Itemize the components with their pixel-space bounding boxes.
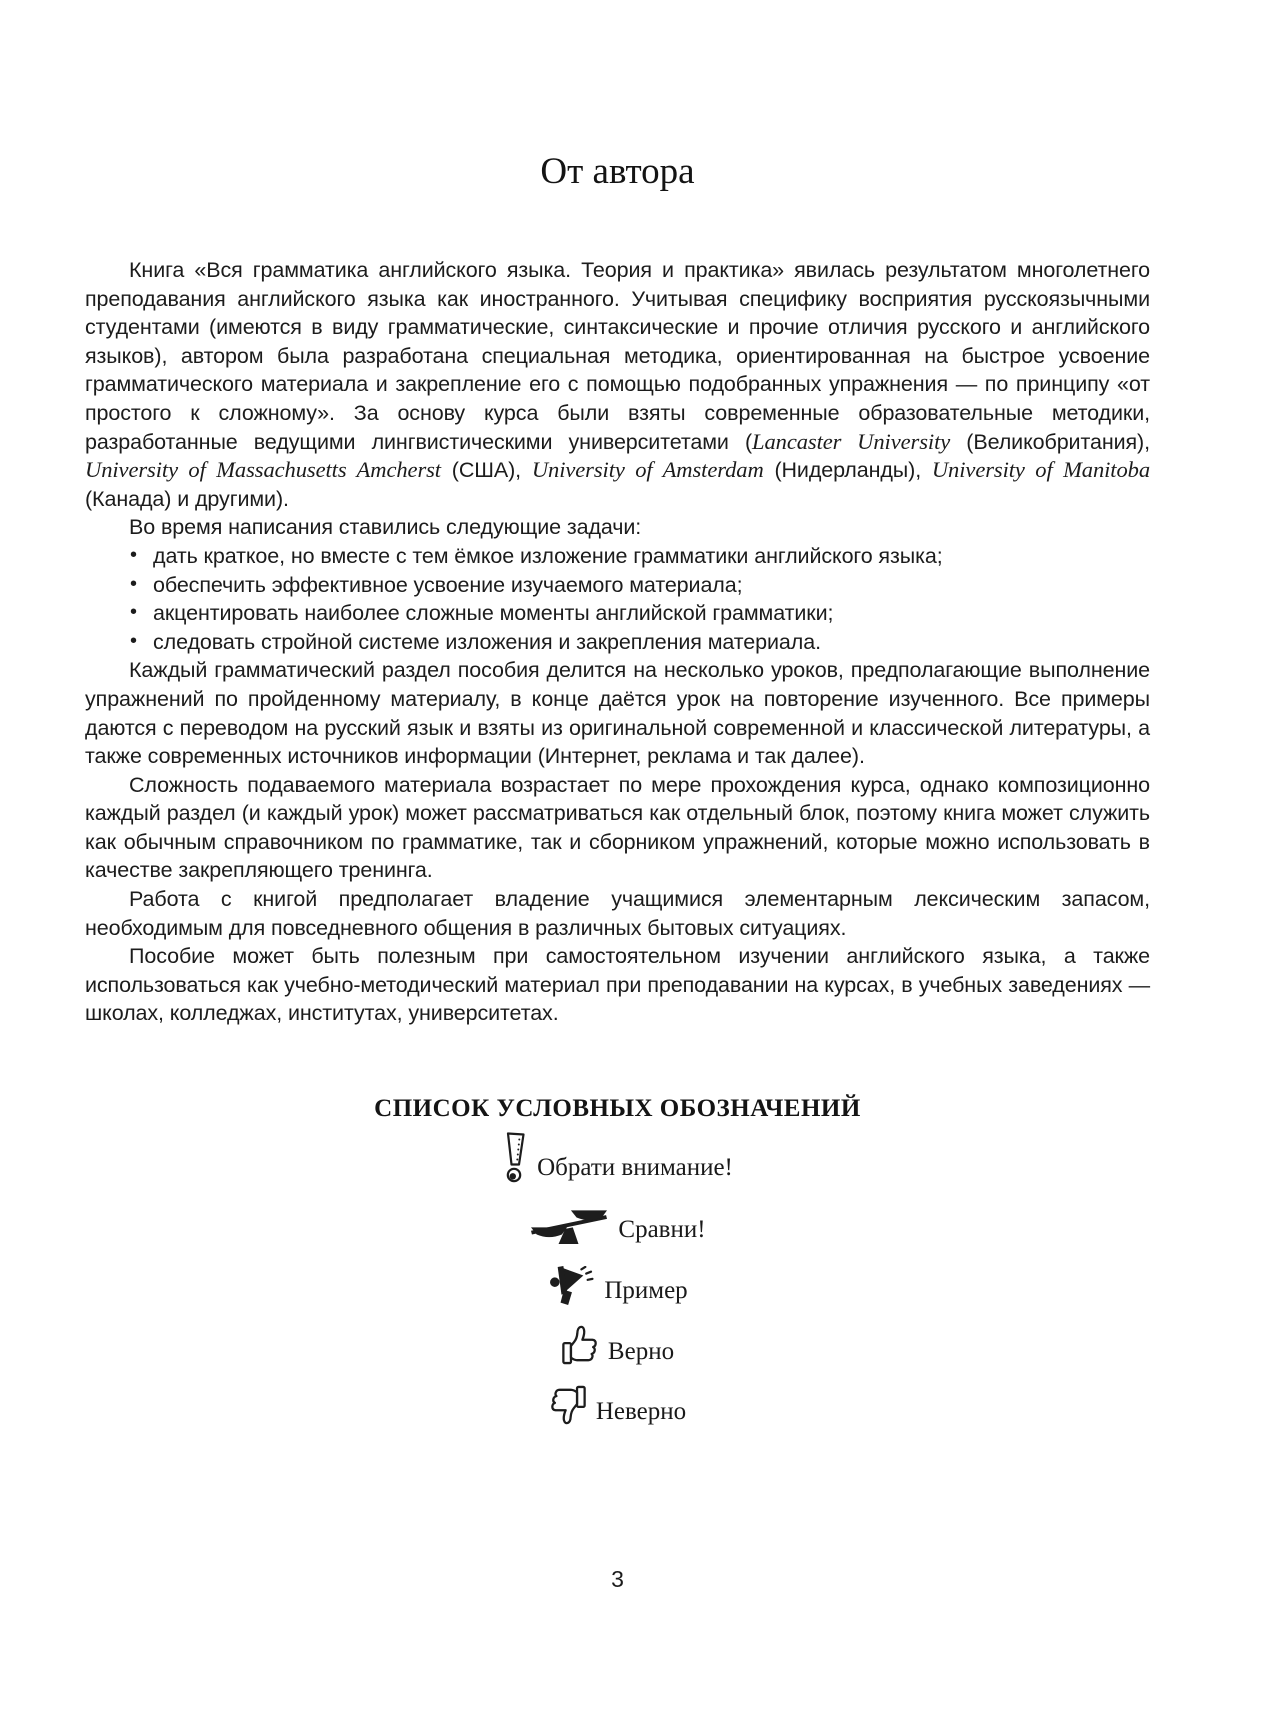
text-segment: (США), [440, 458, 532, 483]
legend-row-wrong [85, 1383, 1150, 1427]
university-name-italic: University of Massachusetts Amcherst [85, 457, 441, 483]
exclamation-icon [502, 1131, 528, 1183]
author-intro [85, 256, 1150, 1028]
legend-label: Пример [604, 1276, 688, 1304]
paragraph-usage: Пособие может быть полезным при самостоятельном изучении английского языка, а также использоваться как учебно-методический материал при преподавании на курсах, в учебных заведениях — школах, колледжах, институтах, университетах. [85, 944, 1150, 1026]
megaphone-icon [547, 1266, 595, 1306]
university-name-italic: University of Amsterdam [531, 457, 764, 483]
bullet-item: • следовать стройной системе изложения и закрепления материала. [130, 628, 1150, 657]
paragraph-tasks-lead: Во время написания ставились следующие задачи: [129, 515, 642, 540]
text-segment: (Нидерланды), [763, 458, 932, 483]
page-title: От автора [540, 151, 695, 192]
bullet-item: • обеспечить эффективное усвоение изучаемого материала; [130, 571, 1150, 600]
tasks-bullet-list [85, 542, 1150, 656]
paragraph-overview [85, 256, 1150, 513]
legend-label: Обрати внимание! [537, 1153, 733, 1181]
bullet-item: • акцентировать наиболее сложные моменты английской грамматики; [130, 599, 1150, 628]
text-segment: (Канада) и другими). [85, 486, 289, 511]
thumbs-down-icon [549, 1383, 587, 1427]
symbols-legend [85, 1093, 1150, 1427]
legend-heading: СПИСОК УСЛОВНЫХ ОБОЗНАЧЕНИЙ [374, 1095, 861, 1122]
thumbs-up-icon [561, 1323, 599, 1367]
legend-row-compare [85, 1207, 1150, 1245]
paragraph-structure: Каждый грамматический раздел пособия делится на несколько уроков, предполагающие выполнение упражнений по пройденному материалу, в конце даётся урок на повторение изученного. Все примеры даются с переводом на русский язык и взяты из оригинальной современной и классической литературы, а также современных источников информации (Интернет, реклама и так далее). [85, 658, 1150, 769]
scales-icon [529, 1207, 609, 1245]
legend-row-correct [85, 1323, 1150, 1367]
legend-label: Неверно [595, 1397, 687, 1425]
bullet-item: • дать краткое, но вместе с тем ёмкое изложение грамматики английского языка; [130, 542, 1150, 571]
legend-label: Сравни! [618, 1215, 706, 1243]
legend-row-example [85, 1266, 1150, 1306]
legend-label: Верно [607, 1337, 675, 1365]
page-content [85, 0, 1150, 1028]
university-name-italic: Lancaster University [752, 428, 951, 454]
text-segment: (Великобритания), [950, 429, 1150, 454]
paragraph-difficulty: Сложность подаваемого материала возрастает по мере прохождения курса, однако композиционно каждый раздел (и каждый урок) может рассматриваться как отдельный блок, поэтому книга может служить как обычным справочником по грамматике, так и сборником упражнений, которые можно использовать в качестве закрепляющего тренинга. [85, 772, 1150, 883]
paragraph-vocabulary: Работа с книгой предполагает владение учащимися элементарным лексическим запасом, необходимым для повседневного общения в различных бытовых ситуациях. [85, 887, 1150, 940]
text-segment: Книга «Вся грамматика английского языка. Теория и практика» явилась результатом многолетнего преподавания английского языка как иностранного. Учитывая специфику восприятия русскоязычными студентами (имеются в виду грамматические, синтаксические и прочие отличия русского и английского языков), автором была разработана специальная методика, ориентированная на быстрое усвоение грамматического материала и закрепление его с помощью подобранных упражнения — по принципу «от простого к сложному». За основу курса были взяты современные образовательные методики, разработанные ведущими лингвистическими университетами ( [85, 258, 1150, 454]
page-number: 3 [611, 1566, 624, 1592]
university-name-italic: University of Manitoba [931, 457, 1151, 483]
legend-row-attention [85, 1131, 1150, 1183]
